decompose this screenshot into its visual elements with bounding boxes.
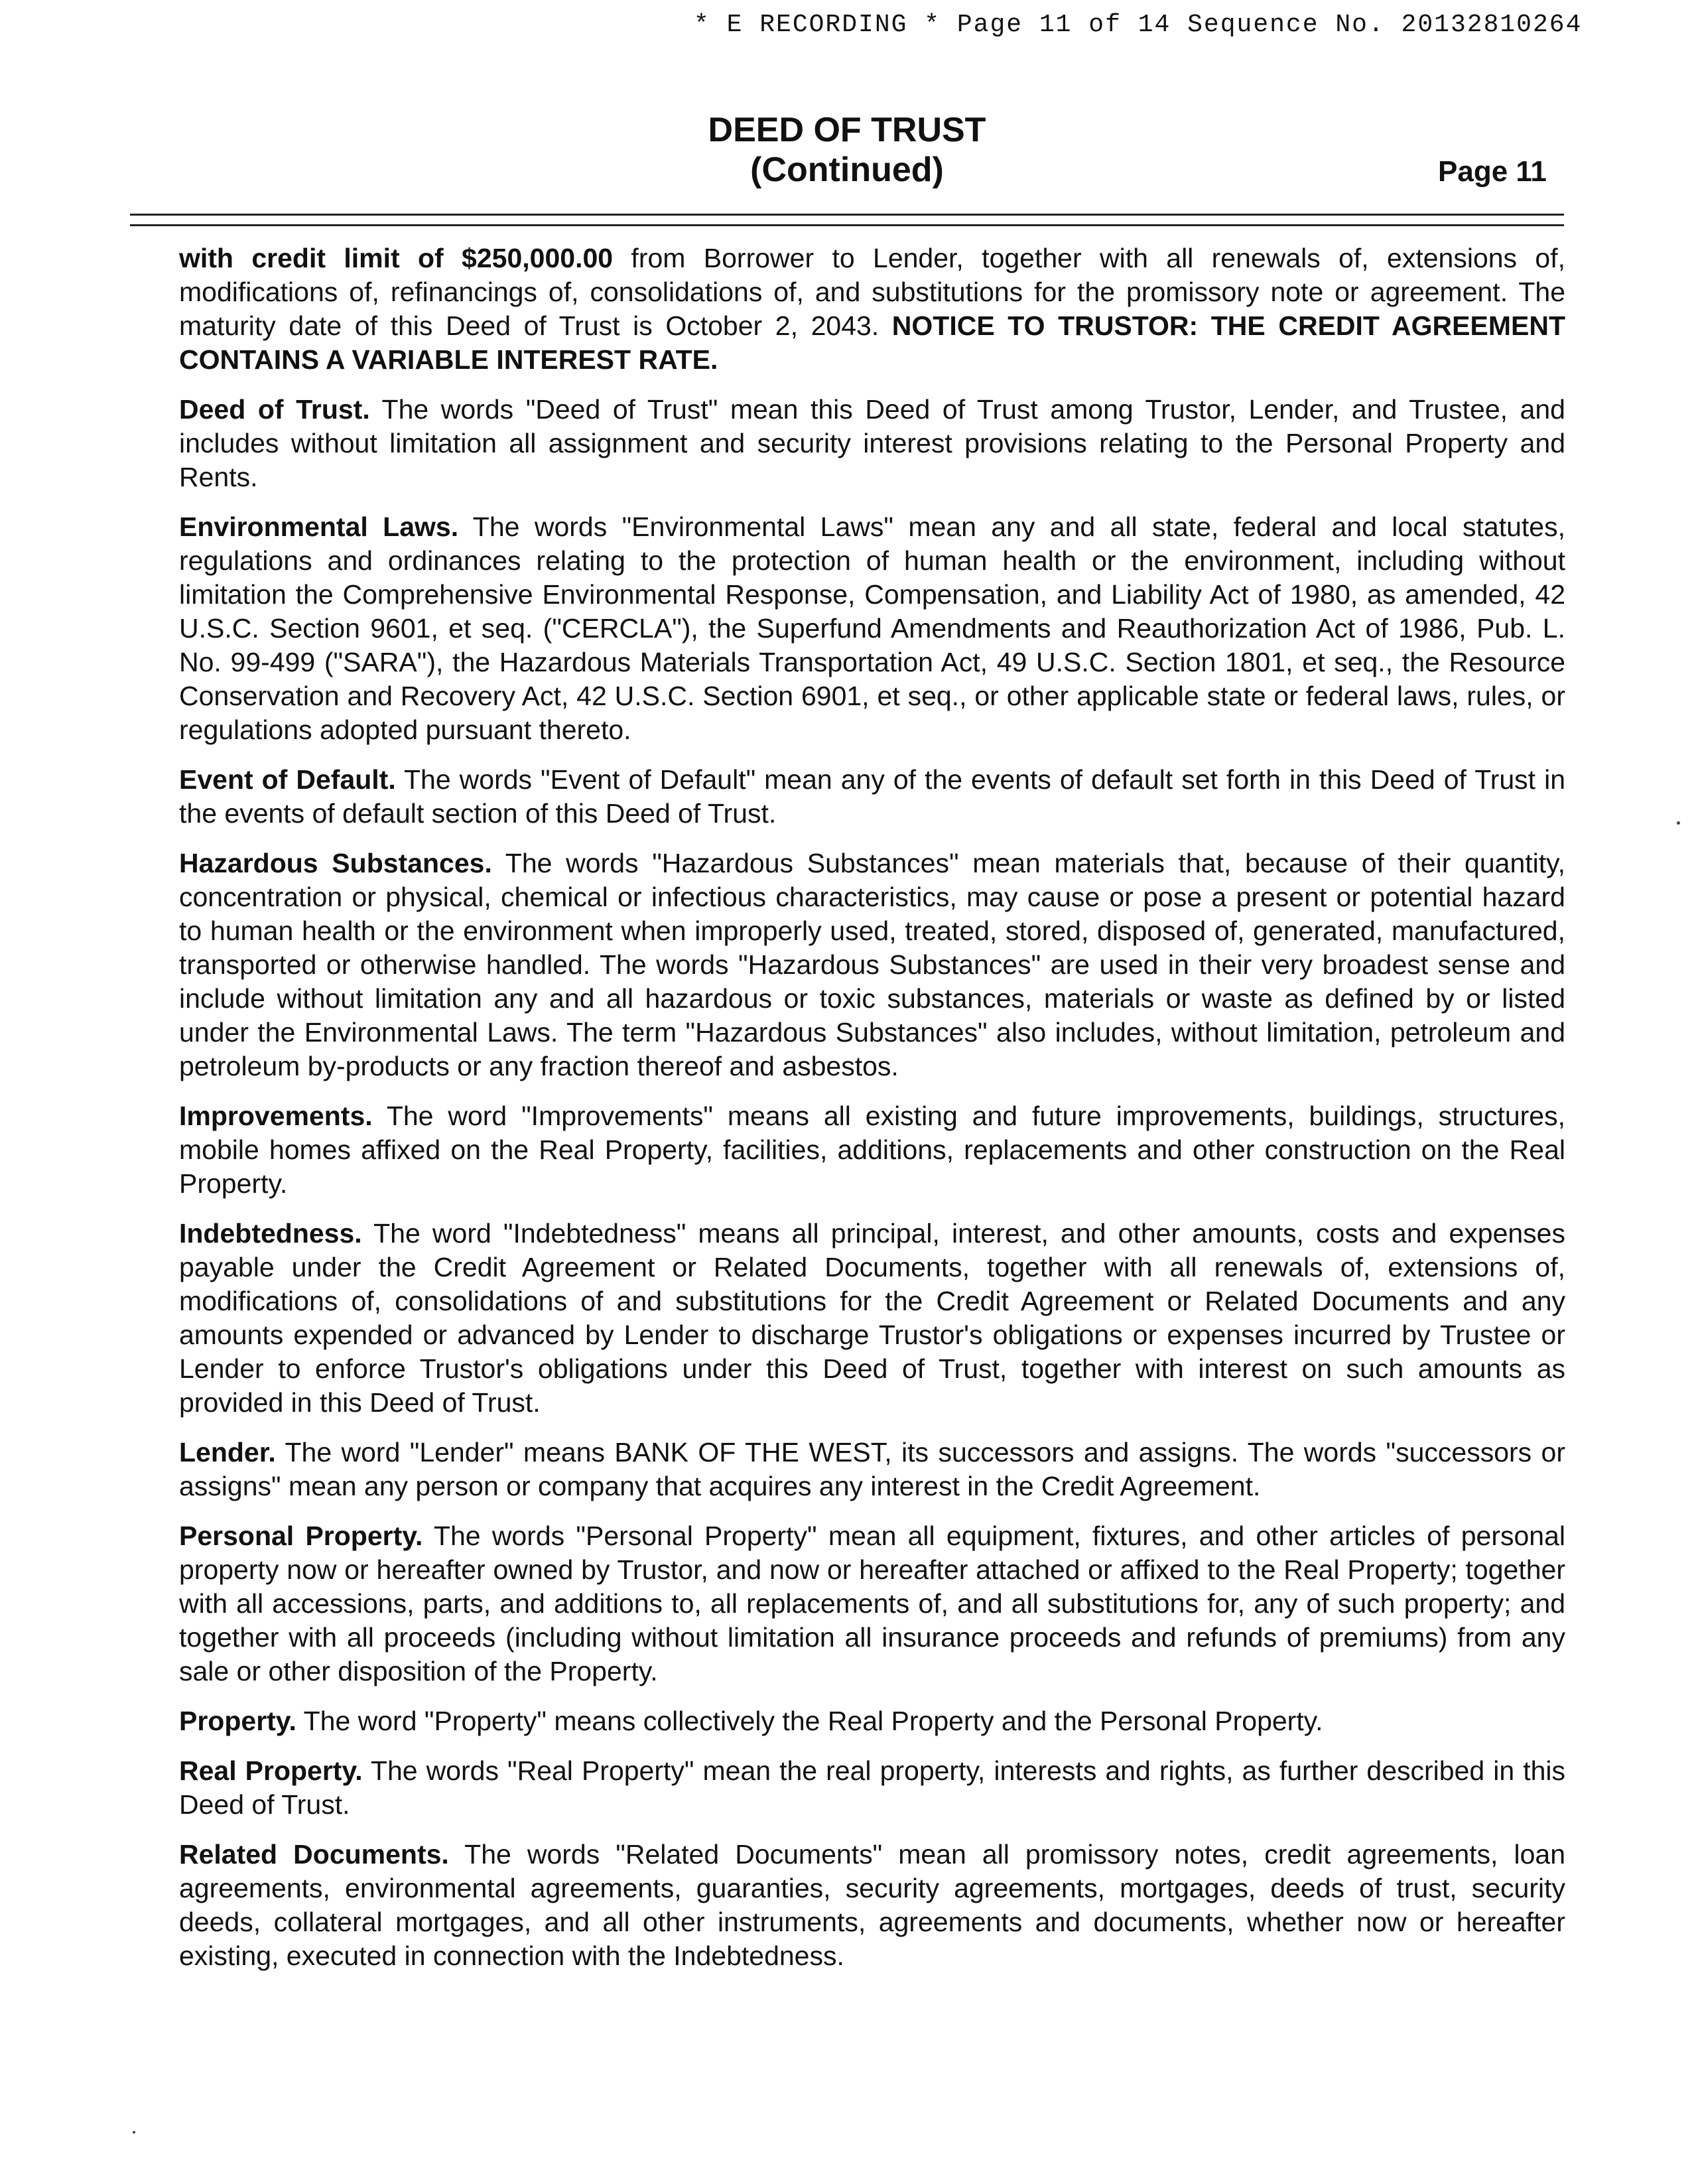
- recording-header: * E RECORDING * Page 11 of 14 Sequence No. 20132810264: [694, 11, 1583, 39]
- document-title: DEED OF TRUST: [708, 111, 986, 149]
- scan-speck: [1677, 821, 1680, 825]
- definition-term: Related Documents.: [179, 1839, 449, 1870]
- definition-text: The words "Environmental Laws" mean any and all state, federal and local statutes, regulations and ordinances relating to the protection of human health or the environment, including without limitation the Comprehensive Environmental Response, Compensation, and Liability Act of 1980, as amended, 42 U.S.C. Section 9601, et seq. ("CERCLA"), the Superfund Amendments and Reauthorization Act of 1986, Pub. L. No. 99-499 ("SARA"), the Hazardous Materials Transportation Act, 49 U.S.C. Section 1801, et seq., the Resource Conservation and Recovery Act, 42 U.S.C. Section 6901, et seq., or other applicable state or federal laws, rules, or regulations adopted pursuant thereto.: [179, 512, 1565, 745]
- definition-indebtedness: [179, 1217, 1565, 1420]
- definition-term: Property.: [179, 1706, 296, 1736]
- definition-text: The words "Related Documents" mean all promissory notes, credit agreements, loan agreements, environmental agreements, guaranties, security agreements, mortgages, deeds of trust, security deeds, collateral mortgages, and all other instruments, agreements and documents, whether now or hereafter existing, executed in connection with the Indebtedness.: [179, 1839, 1565, 1971]
- page-number: Page 11: [1438, 155, 1547, 188]
- continuation-paragraph: [179, 241, 1565, 377]
- definition-deed-of-trust: [179, 393, 1565, 494]
- scan-speck: [133, 2131, 135, 2134]
- header-divider-top: [130, 214, 1564, 216]
- definition-text: The words "Real Property" mean the real property, interests and rights, as further described in this Deed of Trust.: [179, 1755, 1565, 1820]
- definition-event-of-default: [179, 763, 1565, 831]
- document-body: [179, 241, 1565, 1989]
- definition-real-property: [179, 1754, 1565, 1822]
- document-subtitle: (Continued): [750, 151, 944, 189]
- definition-text: The word "Lender" means BANK OF THE WEST, its successors and assigns. The words "successors or assigns" mean any person or company that acquires any interest in the Credit Agreement.: [179, 1437, 1565, 1501]
- definition-term: Indebtedness.: [179, 1218, 362, 1249]
- credit-limit-lead: with credit limit of $250,000.00: [179, 243, 614, 273]
- variable-rate-notice: NOTICE TO TRUSTOR: THE CREDIT AGREEMENT CONTAINS A VARIABLE INTEREST RATE.: [179, 310, 1565, 375]
- definition-term: Hazardous Substances.: [179, 848, 492, 878]
- definition-text: The words "Deed of Trust" mean this Deed of Trust among Trustor, Lender, and Trustee, and includes without limitation all assignment and security interest provisions relating to the Personal Property and Rents.: [179, 394, 1565, 492]
- continuation-text: from Borrower to Lender, together with all renewals of, extensions of, modifications of, refinancings of, consolidations of, and substitutions for the promissory note or agreement. The maturity date of this Deed of Trust is October 2, 2043.: [179, 243, 1565, 341]
- definition-term: Event of Default.: [179, 764, 396, 795]
- definition-text: The word "Indebtedness" means all principal, interest, and other amounts, costs and expenses payable under the Credit Agreement or Related Documents, together with all renewals of, extensions of, modifications of, consolidations of and substitutions for the Credit Agreement or Related Documents and any amounts expended or advanced by Lender to discharge Trustor's obligations or expenses incurred by Trustee or Lender to enforce Trustor's obligations under this Deed of Trust, together with interest on such amounts as provided in this Deed of Trust.: [179, 1218, 1565, 1418]
- definition-related-documents: [179, 1838, 1565, 1973]
- definition-hazardous-substances: [179, 847, 1565, 1083]
- definition-text: The word "Property" means collectively the Real Property and the Personal Property.: [296, 1706, 1323, 1736]
- definition-term: Deed of Trust.: [179, 394, 370, 425]
- definition-term: Lender.: [179, 1437, 276, 1467]
- header-divider-bottom: [130, 224, 1564, 226]
- definition-term: Environmental Laws.: [179, 512, 459, 542]
- definition-property: [179, 1704, 1565, 1738]
- definition-text: The words "Event of Default" mean any of the events of default set forth in this Deed of Trust in the events of default section of this Deed of Trust.: [179, 764, 1565, 829]
- definition-text: The words "Personal Property" mean all equipment, fixtures, and other articles of personal property now or hereafter owned by Trustor, and now or hereafter attached or affixed to the Real Property; together with all accessions, parts, and additions to, all replacements of, and all substitutions for, any of such property; and together with all proceeds (including without limitation all insurance proceeds and refunds of premiums) from any sale or other disposition of the Property.: [179, 1521, 1565, 1686]
- definition-text: The words "Hazardous Substances" mean materials that, because of their quantity, concentration or physical, chemical or infectious characteristics, may cause or pose a present or potential hazard to human health or the environment when improperly used, treated, stored, disposed of, generated, manufactured, transported or otherwise handled. The words "Hazardous Substances" are used in their very broadest sense and include without limitation any and all hazardous or toxic substances, materials or waste as defined by or listed under the Environmental Laws. The term "Hazardous Substances" also includes, without limitation, petroleum and petroleum by-products or any fraction thereof and asbestos.: [179, 848, 1566, 1081]
- definition-text: The word "Improvements" means all existing and future improvements, buildings, structures, mobile homes affixed on the Real Property, facilities, additions, replacements and other construction on the Real Property.: [179, 1101, 1565, 1199]
- definition-lender: [179, 1436, 1565, 1503]
- definition-personal-property: [179, 1519, 1565, 1688]
- definition-environmental-laws: [179, 510, 1565, 747]
- definition-term: Real Property.: [179, 1755, 363, 1786]
- definition-term: Improvements.: [179, 1101, 373, 1131]
- definition-term: Personal Property.: [179, 1521, 423, 1551]
- definition-improvements: [179, 1099, 1565, 1201]
